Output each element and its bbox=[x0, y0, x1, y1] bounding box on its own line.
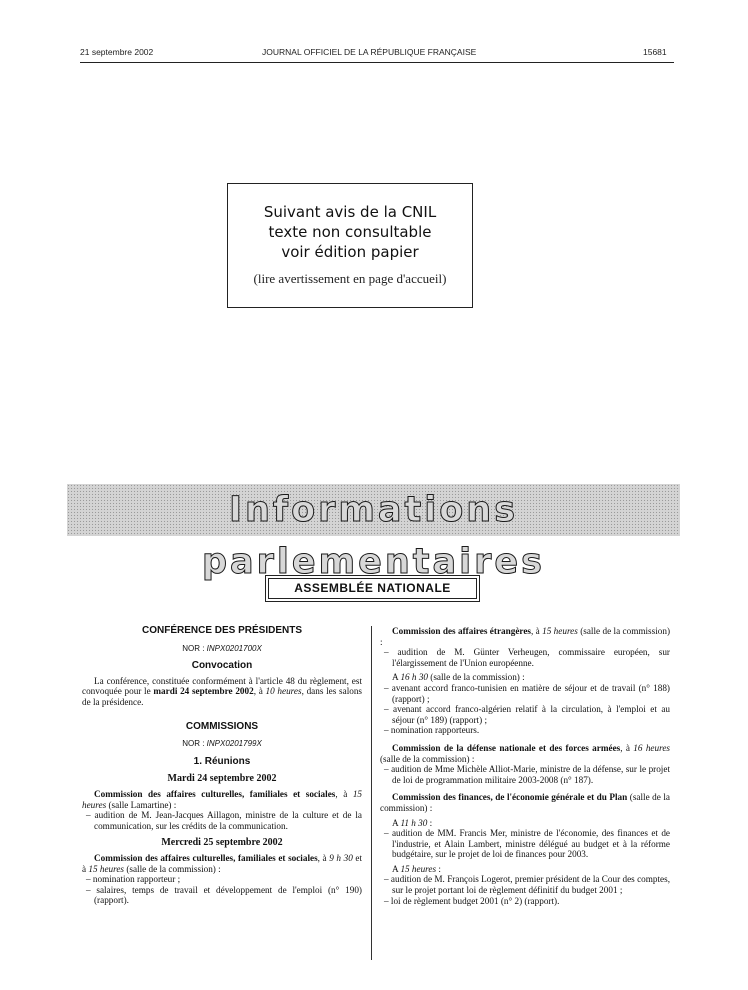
commission-entry: Commission des affaires culturelles, familiales et sociales, à 15 heures (salle Lamartine) : bbox=[82, 788, 362, 810]
agenda-item: – audition de M. Jean-Jacques Aillagon, ministre de la culture et de la communication, sur les crédits de la communication. bbox=[86, 810, 362, 831]
commission-entry: Commission des affaires culturelles, familiales et sociales, à 9 h 30 et à 15 heures (salle de la commission) : bbox=[82, 852, 363, 874]
column-divider bbox=[371, 626, 372, 960]
agenda-item: – salaires, temps de travail et développement de l'emploi (n° 190) (rapport). bbox=[86, 884, 362, 906]
commission-entry: Commission des finances, de l'économie générale et du Plan (salle de la commission) : bbox=[380, 792, 670, 813]
time-slot: A 11 h 30 : bbox=[392, 817, 433, 828]
commissions-title: COMMISSIONS bbox=[185, 720, 259, 732]
day-heading-2: Mercredi 25 septembre 2002 bbox=[161, 837, 283, 849]
cnil-note: (lire avertissement en page d'accueil) bbox=[253, 271, 447, 286]
banner bbox=[67, 484, 680, 582]
agenda-item: – avenant accord franco-tunisien en matière de séjour et de travail (n° 188) (rapport) ; bbox=[384, 682, 670, 704]
conference-nor: NOR : INPX0201700X bbox=[182, 643, 262, 653]
agenda-item: – audition de M. Günter Verheugen, commissaire européen, sur l'élargissement de l'Union européenne. bbox=[384, 647, 670, 668]
cnil-line-1: Suivant avis de la CNIL bbox=[263, 203, 437, 221]
agenda-item: – audition de MM. Francis Mer, ministre de l'économie, des finances et de l'industrie, et Alain Lambert, ministre délégué au budget et à la réforme budgétaire, sur le projet de loi de finances pour 2003. bbox=[384, 828, 670, 860]
convocation-text: La conférence, constituée conformément à l'article 48 du règlement, est convoquée pour le mardi 24 septembre 2002, à 10 heures, dans les salons de la présidence. bbox=[82, 675, 363, 707]
cnil-notice-box bbox=[227, 183, 473, 308]
banner-title: Informations parlementaires bbox=[202, 490, 545, 582]
reunions-title: 1. Réunions bbox=[193, 755, 251, 767]
right-column bbox=[380, 626, 670, 906]
commission-entry: Commission des affaires étrangères, à 15 heures (salle de la commission) : bbox=[380, 626, 670, 647]
agenda-item: – nomination rapporteurs. bbox=[384, 725, 480, 736]
commissions-nor: NOR : INPX0201799X bbox=[182, 739, 262, 749]
agenda-item: – audition de M. François Logerot, premier président de la Cour des comptes, sur le projet portant loi de règlement définitif du budget 2001 ; bbox=[384, 874, 670, 896]
cnil-line-2: texte non consultable bbox=[268, 223, 432, 241]
section-title: ASSEMBLÉE NATIONALE bbox=[265, 575, 480, 602]
header-date: 21 septembre 2002 bbox=[80, 47, 154, 57]
time-slot: A 15 heures : bbox=[392, 863, 441, 874]
agenda-item: – nomination rapporteur ; bbox=[86, 874, 181, 885]
cnil-line-3: voir édition papier bbox=[281, 243, 419, 261]
header-rule bbox=[80, 62, 674, 63]
header-page-number: 15681 bbox=[643, 47, 667, 57]
time-slot: A 16 h 30 (salle de la commission) : bbox=[392, 672, 525, 683]
agenda-item: – loi de règlement budget 2001 (n° 2) (rapport). bbox=[384, 895, 560, 906]
conference-title: CONFÉRENCE DES PRÉSIDENTS bbox=[141, 625, 303, 636]
header-journal-title: JOURNAL OFFICIEL DE LA RÉPUBLIQUE FRANÇAISE bbox=[262, 47, 477, 57]
agenda-item: – avenant accord franco-algérien relatif à la circulation, à l'emploi et au séjour (n° 189) (rapport) ; bbox=[384, 704, 670, 725]
left-column bbox=[82, 626, 362, 906]
commission-entry: Commission de la défense nationale et des forces armées, à 16 heures (salle de la commission) : bbox=[380, 742, 670, 764]
convocation-title: Convocation bbox=[191, 660, 253, 672]
agenda-item: – audition de Mme Michèle Alliot-Marie, ministre de la défense, sur le projet de loi de programmation militaire 2003-2008 (n° 187). bbox=[384, 764, 670, 785]
day-heading-1: Mardi 24 septembre 2002 bbox=[167, 773, 277, 785]
